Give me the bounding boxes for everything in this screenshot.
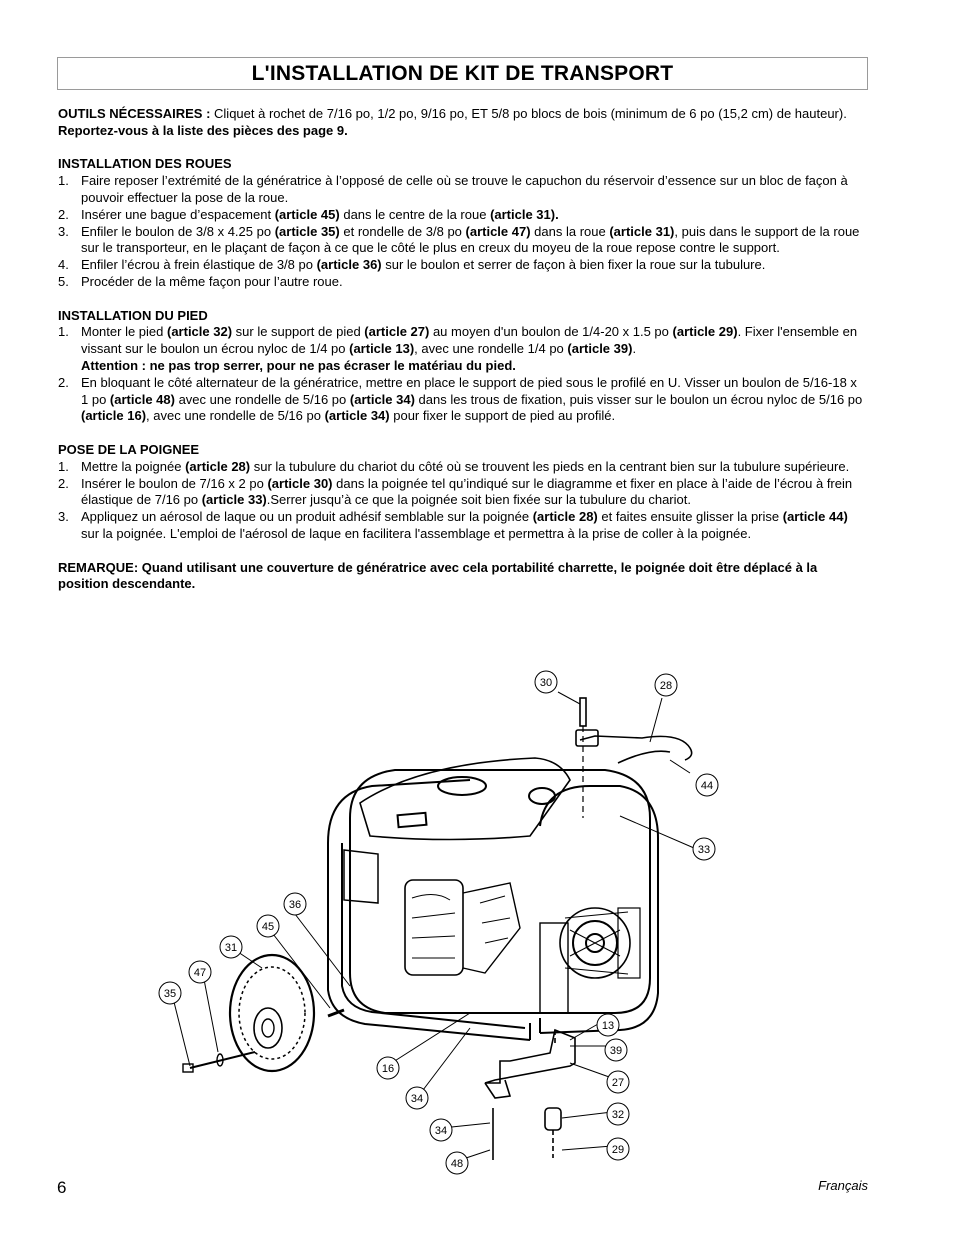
tools-paragraph (58, 106, 866, 123)
svg-text:30: 30 (539, 677, 553, 689)
svg-text:29: 29 (611, 1144, 625, 1156)
tools-label: OUTILS NÉCESSAIRES : (58, 106, 211, 121)
step-number: 1. (58, 458, 69, 474)
section-heading: INSTALLATION DES ROUES (58, 156, 232, 172)
step-text: Attention : ne pas trop serrer, pour ne pas écraser le matériau du pied. (81, 357, 516, 373)
step-text: Insérer une bague d’espacement (81, 206, 275, 222)
steps-list (58, 173, 866, 291)
step-text: dans le centre de la roue (339, 206, 491, 222)
step-text: Monter le pied (81, 324, 167, 340)
parts-reference: Reportez-vous à la liste des pièces des page 9. (58, 122, 348, 138)
step-text: (article 47) (465, 223, 531, 239)
step-text: et rondelle de 3/8 po (339, 223, 466, 239)
remark: REMARQUE: Quand utilisant une couverture de génératrice avec cela portabilité charrette, le poignée doit être déplacé à la position descendante. (58, 559, 818, 592)
callout-34b (430, 1119, 452, 1141)
handle-assembly (576, 698, 692, 818)
svg-text:28: 28 (659, 680, 673, 692)
step-text: dans la roue (530, 223, 610, 239)
step-number: 2. (58, 206, 69, 222)
step-text: (article 35) (274, 223, 340, 239)
svg-text:13: 13 (601, 1020, 615, 1032)
step-text: (article 29) (672, 324, 738, 340)
callout-39 (605, 1039, 627, 1061)
step-text: (article 16) (81, 408, 147, 424)
step-text: , avec une rondelle de 5/16 po (146, 408, 325, 424)
callout-13 (597, 1014, 619, 1036)
step-number: 1. (58, 324, 69, 340)
step-text: sur la tubulure du chariot du côté où se trouvent les pieds en la centrant bien sur la tubulure supérieure. (250, 458, 850, 474)
callouts (159, 671, 718, 1174)
tools-text: Cliquet à rochet de 7/16 po, 1/2 po, 9/16 po, ET 5/8 po blocs de bois (minimum de 6 po (15,2 cm) de hauteur). (210, 106, 847, 121)
step-text: (article 31) (609, 223, 675, 239)
svg-text:36: 36 (288, 899, 302, 911)
page-number: 6 (57, 1178, 67, 1197)
callout-36 (284, 893, 306, 915)
step-text: , avec une rondelle 1/4 po (414, 341, 568, 357)
step-number: 5. (58, 273, 69, 289)
callout-44 (696, 774, 718, 796)
step-text: (article 48) (109, 391, 175, 407)
step-text: (article 32) (167, 324, 233, 340)
step-text: (article 33) (201, 492, 267, 508)
svg-text:31: 31 (224, 942, 238, 954)
callout-16 (377, 1057, 399, 1079)
instructions (58, 106, 866, 593)
callout-34 (406, 1087, 428, 1109)
step-item (58, 257, 866, 274)
callout-45 (257, 915, 279, 937)
callout-28 (655, 674, 677, 696)
step-item (58, 173, 866, 207)
step-item (58, 224, 866, 258)
step-text: Appliquez un aérosol de laque ou un produit adhésif semblable sur la poignée (81, 509, 533, 525)
svg-text:27: 27 (611, 1077, 625, 1089)
title-box (57, 57, 868, 90)
step-text: En bloquant le côté alternateur de la génératrice, mettre en place le support de pied sous le profilé en U. Visser un boulon de 5/16-18 x 1 po (81, 374, 857, 407)
svg-text:33: 33 (697, 844, 711, 856)
step-item (58, 459, 866, 476)
step-text: . Fixer l'ensemble en vissant sur le boulon un écrou nyloc de 1/4 po (81, 324, 858, 357)
step-text: dans les trous de fixation, puis visser sur le boulon un écrou nyloc de 5/16 po (414, 391, 863, 407)
callout-32 (607, 1103, 629, 1125)
steps-list (58, 459, 866, 543)
page-title: L'INSTALLATION DE KIT DE TRANSPORT (251, 61, 674, 85)
step-text: .Serrer jusqu’à ce que la poignée soit bien fixée sur la tubulure du chariot. (266, 492, 691, 508)
step-text: Enfiler le boulon de 3/8 x 4.25 po (81, 223, 275, 239)
step-text: (article 39) (567, 341, 633, 357)
step-item (58, 509, 866, 543)
step-text: (article 44) (782, 509, 848, 525)
step-number: 3. (58, 509, 69, 525)
language-label: Français (818, 1178, 868, 1193)
svg-text:16: 16 (381, 1063, 395, 1075)
step-text: (article 36) (316, 257, 382, 273)
section-heading: INSTALLATION DU PIED (58, 307, 208, 323)
step-number: 2. (58, 374, 69, 390)
step-text: (article 30) (267, 475, 333, 491)
step-text: . (632, 341, 637, 357)
svg-text:48: 48 (450, 1158, 464, 1170)
svg-text:45: 45 (261, 921, 275, 933)
step-text: Insérer le boulon de 7/16 x 2 po (81, 475, 268, 491)
step-text: (article 34) (349, 391, 415, 407)
step-text: et faites ensuite glisser la prise (597, 509, 783, 525)
step-text: (article 31). (490, 206, 559, 222)
sections (58, 140, 866, 543)
callout-30 (535, 671, 557, 693)
step-text: au moyen d'un boulon de 1/4-20 x 1.5 po (429, 324, 673, 340)
step-text: Faire reposer l’extrémité de la génératrice à l’opposé de celle où se trouve le capuchon du réservoir d’essence sur un bloc de façon à pouvoir effectuer la pose de la roue. (81, 173, 848, 205)
svg-text:47: 47 (193, 967, 207, 979)
step-item (58, 375, 866, 425)
callout-47 (189, 961, 211, 983)
step-text: Enfiler l’écrou à frein élastique de 3/8 po (81, 257, 317, 273)
svg-text:34: 34 (434, 1125, 448, 1137)
step-text: Procéder de la même façon pour l’autre roue. (81, 273, 343, 289)
step-item (58, 476, 866, 510)
step-text: Mettre la poignée (81, 458, 186, 474)
step-number: 2. (58, 475, 69, 491)
step-number: 1. (58, 173, 69, 189)
step-text: (article 27) (364, 324, 430, 340)
step-item (58, 274, 866, 291)
step-number: 3. (58, 223, 69, 239)
step-text: (article 28) (532, 509, 598, 525)
foot-bracket (485, 1030, 575, 1160)
callout-33 (693, 838, 715, 860)
svg-text:39: 39 (609, 1045, 623, 1057)
svg-text:34: 34 (410, 1093, 424, 1105)
step-text: dans la poignée tel qu’indiqué sur le diagramme et fixer en place à l’aide de l’écrou à frein élastique de 7/16 po (81, 475, 853, 508)
step-item (58, 324, 866, 374)
callout-29 (607, 1138, 629, 1160)
step-text: sur la poignée. L'emploi de l'aérosol de laque en facilitera l'assemblage et permettra à la prise de coller à la poignée. (81, 525, 752, 541)
step-text: (article 34) (324, 408, 390, 424)
step-text: (article 28) (185, 458, 251, 474)
step-item (58, 207, 866, 224)
callout-31 (220, 936, 242, 958)
step-text: sur le support de pied (232, 324, 365, 340)
step-text: (article 45) (274, 206, 340, 222)
svg-text:32: 32 (611, 1109, 625, 1121)
svg-text:44: 44 (700, 780, 714, 792)
step-text: , puis dans le support de la roue sur le transporteur, en le plaçant de façon à ce que le côté le plus en creux du moyeu de la roue repose contre le support. (81, 223, 860, 256)
step-text: (article 13) (349, 341, 415, 357)
section-heading: POSE DE LA POIGNEE (58, 441, 200, 457)
callout-27 (607, 1071, 629, 1093)
steps-list (58, 324, 866, 425)
callout-48 (446, 1152, 468, 1174)
callout-35 (159, 982, 181, 1004)
step-number: 4. (58, 257, 69, 273)
generator-exploded-diagram (150, 668, 730, 1178)
step-text: pour fixer le support de pied au profilé. (389, 408, 616, 424)
step-text: sur le boulon et serrer de façon à bien fixer la roue sur la tubulure. (381, 257, 766, 273)
svg-text:35: 35 (163, 988, 177, 1000)
step-text: avec une rondelle de 5/16 po (174, 391, 350, 407)
